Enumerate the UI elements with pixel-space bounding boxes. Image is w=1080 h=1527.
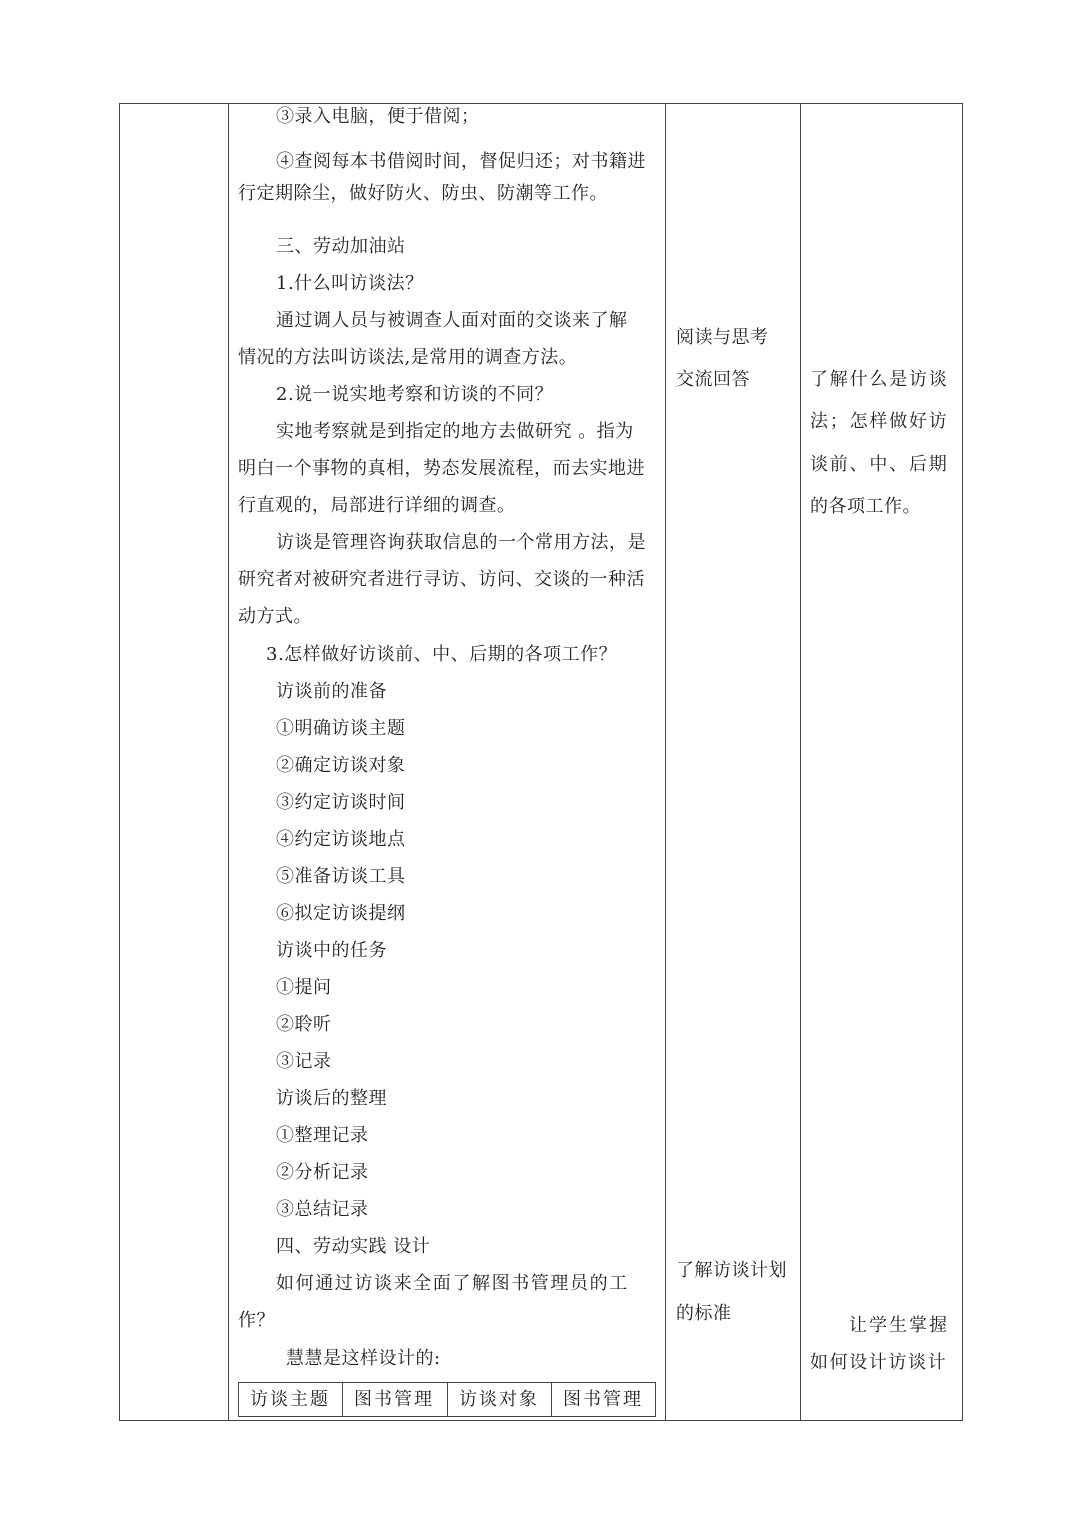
lesson-line: 通过调人员与被调查人面对面的交谈来了解 [276,310,628,331]
table-right-border [962,103,963,1421]
column-divider-1 [228,103,229,1421]
lesson-line: 行直观的，局部进行详细的调查。 [238,495,516,516]
design-intent-line: 法；怎样做好访 [810,411,949,432]
inner-table-divider [447,1382,448,1416]
student-activity-line: 的标准 [676,1303,732,1324]
list-item: ②聆听 [276,1014,332,1035]
design-intent-line: 谈前、中、后期 [810,454,949,475]
lesson-line: 访谈是管理咨询获取信息的一个常用方法，是 [276,532,646,553]
list-item: ①明确访谈主题 [276,718,406,739]
list-item: ⑤准备访谈工具 [276,866,406,887]
student-activity-line: 了解访谈计划 [676,1260,787,1281]
list-item: ③总结记录 [276,1199,369,1220]
section-heading: 三、劳动加油站 [276,236,406,257]
table-left-border [119,103,120,1421]
lesson-line: 情况的方法叫访谈法,是常用的调查方法。 [238,347,578,368]
design-intent-line: 如何设计访谈计 [810,1352,948,1373]
lesson-line: 慧慧是这样设计的: [286,1348,441,1369]
inner-table-cell: 访谈对象 [459,1389,539,1410]
inner-table-cell: 访谈主题 [250,1389,330,1410]
design-intent-line: 的各项工作。 [810,496,921,517]
list-item: ②确定访谈对象 [276,755,406,776]
question-heading: 3.怎样做好访谈前、中、后期的各项工作？ [266,644,618,665]
column-divider-3 [800,103,801,1421]
lesson-line: 明白一个事物的真相，势态发展流程，而去实地进 [238,458,645,479]
design-intent-line: 了解什么是访谈 [810,369,949,390]
inner-table-cell: 图书管理 [563,1389,643,1410]
student-activity-line: 阅读与思考 [676,327,769,348]
subheading: 访谈后的整理 [276,1088,387,1109]
lesson-line: 行定期除尘，做好防火、防虫、防潮等工作。 [238,183,608,204]
lesson-line: 如何通过访谈来全面了解图书管理员的工 [276,1273,629,1294]
list-item: ③约定访谈时间 [276,792,406,813]
lesson-line: 实地考察就是到指定的地方去做研究 。指为 [276,421,634,442]
list-item: ④约定访谈地点 [276,829,406,850]
inner-table-divider [655,1382,656,1416]
inner-table-cell: 图书管理 [354,1389,434,1410]
list-item: ①整理记录 [276,1125,369,1146]
lesson-line: 研究者对被研究者进行寻访、访问、交谈的一种活 [238,569,645,590]
section-heading: 四、劳动实践 设计 [276,1236,431,1257]
table-top-border [119,103,962,104]
question-heading: 1.什么叫访谈法？ [276,273,424,294]
question-heading: 2.说一说实地考察和访谈的不同？ [276,384,554,405]
inner-table-divider [342,1382,343,1416]
subheading: 访谈前的准备 [276,681,387,702]
lesson-line: ③录入电脑，便于借阅； [276,106,480,127]
lesson-line: 作？ [238,1310,275,1331]
list-item: ③记录 [276,1051,332,1072]
list-item: ⑥拟定访谈提纲 [276,903,406,924]
inner-table-divider [238,1382,239,1416]
student-activity-line: 交流回答 [676,369,750,390]
list-item: ②分析记录 [276,1162,369,1183]
list-item: ①提问 [276,977,332,998]
lesson-line: 动方式。 [238,606,312,627]
lesson-line: ④查阅每本书借阅时间，督促归还；对书籍进 [276,151,646,172]
design-intent-line: 让学生掌握 [849,1315,949,1336]
inner-table-divider [551,1382,552,1416]
column-divider-2 [665,103,666,1421]
table-bottom-border [119,1420,962,1421]
subheading: 访谈中的任务 [276,940,387,961]
